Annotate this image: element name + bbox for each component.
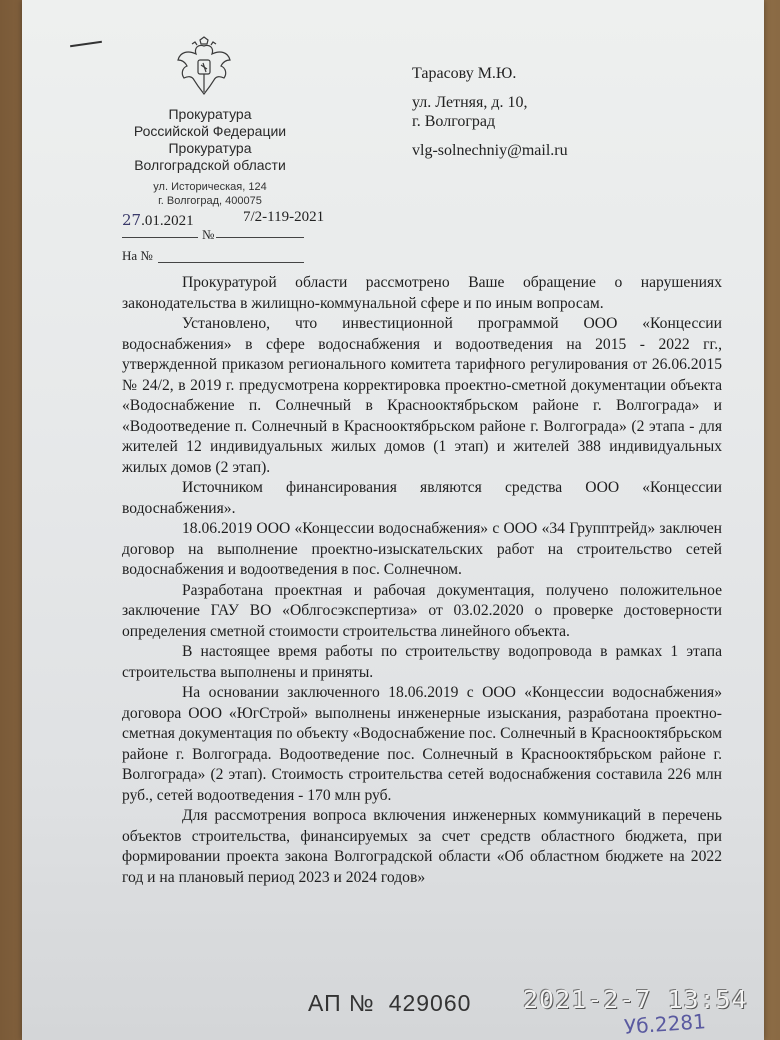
photo-timestamp: 2021-2-7 13:54 (523, 985, 748, 1014)
reply-to-label: На № (122, 248, 153, 263)
form-series-number (308, 990, 471, 1017)
recipient-email: vlg-solnechniy@mail.ru (412, 142, 568, 159)
paragraph-7: На основании заключенного 18.06.2019 с ООО «Концессии водоснабжения» договора ООО «ЮгСтрой» выполнены инженерные изыскания, разработана проектно-сметная документация по объекту «Водоснабжение пос. Солнечный в Краснооктябрьском районе г. Волгограда. Водоотведение пос. Солнечный в Краснооктябрьском районе г. Волгограда» (2 этап). Стоимость строительства сетей водоснабжения составила 226 млн руб., сетей водоотведения - 170 млн руб. (122, 684, 722, 804)
sender-address-street: ул. Историческая, 124 (153, 181, 267, 193)
recipient-block (412, 64, 568, 160)
paragraph-4: 18.06.2019 ООО «Концессии водоснабжения» с ООО «34 Групптрейд» заключен договор на выполнение проектно-изыскательских работ на строительство сетей водоснабжения и водоотведения в пос. Солнечном. (122, 520, 722, 578)
paragraph-3: Источником финансирования являются средства ООО «Концессии водоснабжения». (122, 479, 722, 517)
paragraph-2: Установлено, что инвестиционной программой ООО «Концессии водоснабжения» в сфере водоснабжения и водоотведения на 2015 - 2022 гг., утвержденной приказом регионального комитета тарифного регулирования от 26.06.2015 № 24/2, в 2019 г. предусмотрена корректировка проектно-сметной документации объекта «Водоснабжение п. Солнечный в Краснооктябрьском районе г. Волгограда» и «Водоотведение п. Солнечный в Краснооктябрьском районе г. Волгограда» (2 этапа - для жителей 12 индивидуальных жилых домов (1 этап) и жителей 388 индивидуальных жилых домов (2 этап). (122, 315, 722, 476)
date-underline (122, 237, 198, 238)
letter-body (122, 273, 722, 888)
paragraph-5: Разработана проектная и рабочая документация, получено положительное заключение ГАУ ВО «Облгосэкспертиза» от 03.02.2020 о проверке достоверности определения сметной стоимости строительства линейного объекта. (122, 581, 722, 640)
sender-address (110, 180, 310, 208)
handwritten-note: Уб.2281 (623, 1009, 707, 1039)
date-month-year: .01.2021 (141, 213, 194, 229)
sender-line-4: Волгоградской области (134, 157, 286, 173)
recipient-street: ул. Летняя, д. 10, (412, 94, 528, 111)
sender-line-1: Прокуратура (168, 106, 252, 122)
paragraph-6: В настоящее время работы по строительству водопровода в рамках 1 этапа строительства выполнены и приняты. (122, 643, 722, 681)
sender-address-city: г. Волгоград, 400075 (158, 195, 262, 207)
recipient-city: г. Волгоград (412, 113, 496, 130)
paragraph-1: Прокуратурой области рассмотрено Ваше обращение о нарушениях законодательства в жилищно-коммунальной сфере и по иным вопросам. (122, 274, 722, 312)
sender-line-2: Российской Федерации (133, 123, 287, 139)
sender-authority-block (110, 106, 310, 174)
recipient-name: Тарасову М.Ю. (412, 65, 517, 82)
outgoing-date (122, 211, 194, 230)
number-label: № (202, 227, 215, 242)
russian-coat-of-arms-icon (176, 36, 232, 100)
date-day-handwritten: 27 (122, 211, 142, 229)
number-underline (216, 237, 304, 238)
sender-line-3: Прокуратура (168, 140, 252, 156)
form-series-value: 429060 (388, 990, 472, 1016)
paragraph-8: Для рассмотрения вопроса включения инженерных коммуникаций в перечень объектов строительства, финансируемых за счет средств областного бюджета, при формировании проекта закона Волгоградской области «Об областном бюджете на 2022 год и на плановый период 2023 и 2024 годов» (122, 807, 722, 886)
form-series-label: АП № (308, 990, 375, 1016)
reply-to-underline (158, 262, 304, 263)
outgoing-number: 7/2-119-2021 (243, 209, 325, 225)
